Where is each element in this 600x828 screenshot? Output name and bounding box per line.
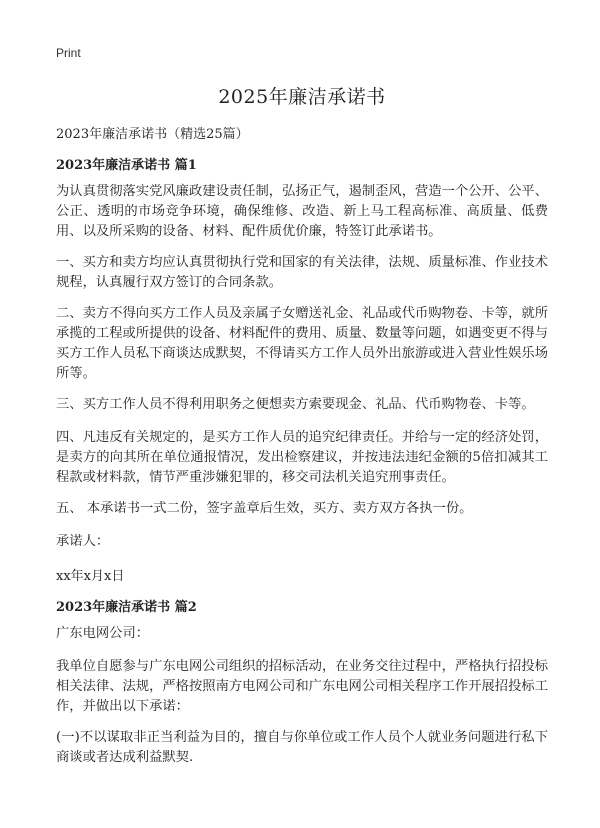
paragraph: 我单位自愿参与广东电网公司组织的招标活动，在业务交往过程中，严格执行招投标相关法律、法规，严格按照南方电网公司和广东电网公司相关程序工作开展招投标工作，并做出以下承诺：: [56, 659, 548, 714]
paragraph: 三、买方工作人员不得利用职务之便想卖方索要现金、礼品、代币购物卷、卡等。: [56, 397, 535, 412]
date-line: xx年x月x日: [56, 569, 125, 584]
paragraph: (一)不以谋取非正当利益为目的，擅自与你单位或工作人员个人就业务问题进行私下商谈或者达成利益默契.: [56, 730, 548, 765]
section-heading-2: 2023年廉洁承诺书 篇2: [56, 600, 197, 615]
document-title: 2025年廉洁承诺书: [218, 86, 386, 108]
print-link[interactable]: Print: [56, 46, 81, 60]
signatory-label: 承诺人：: [56, 534, 110, 549]
paragraph: 四、凡违反有关规定的，是买方工作人员的追究纪律责任。并给与一定的经济处罚，是卖方的向其所在单位通报情况，发出检察建议，并按违法违纪金额的5倍扣减其工程款或材料款，情节严重涉嫌犯罪的，移交司法机关追究刑事责任。: [56, 430, 548, 485]
document-subtitle: 2023年廉洁承诺书（精选25篇）: [56, 127, 249, 142]
paragraph: 二、卖方不得向买方工作人员及亲属子女赠送礼金、礼品或代币购物卷、卡等，就所承揽的工程或所提供的设备、材料配件的费用、质量、数量等问题，如遇变更不得与买方工作人员私下商谈达成默契，不得请买方工作人员外出旅游或进入营业性娱乐场所等。: [56, 306, 548, 381]
recipient-line: 广东电网公司：: [56, 626, 150, 641]
paragraph: 为认真贯彻落实党风廉政建设责任制，弘扬正气，遏制歪风，营造一个公开、公平、公正、透明的市场竞争环境，确保维修、改造、新上马工程高标准、高质量、低费用、以及所采购的设备、材料、配件质优价廉，特签订此承诺书。: [56, 184, 548, 239]
paragraph: 一、买方和卖方均应认真贯彻执行党和国家的有关法律，法规、质量标准、作业技术规程，认真履行双方签订的合同条款。: [56, 255, 548, 290]
section-heading-1: 2023年廉洁承诺书 篇1: [56, 158, 197, 173]
paragraph: 五、 本承诺书一式二份，签字盖章后生效，买方、卖方双方各执一份。: [56, 501, 473, 516]
